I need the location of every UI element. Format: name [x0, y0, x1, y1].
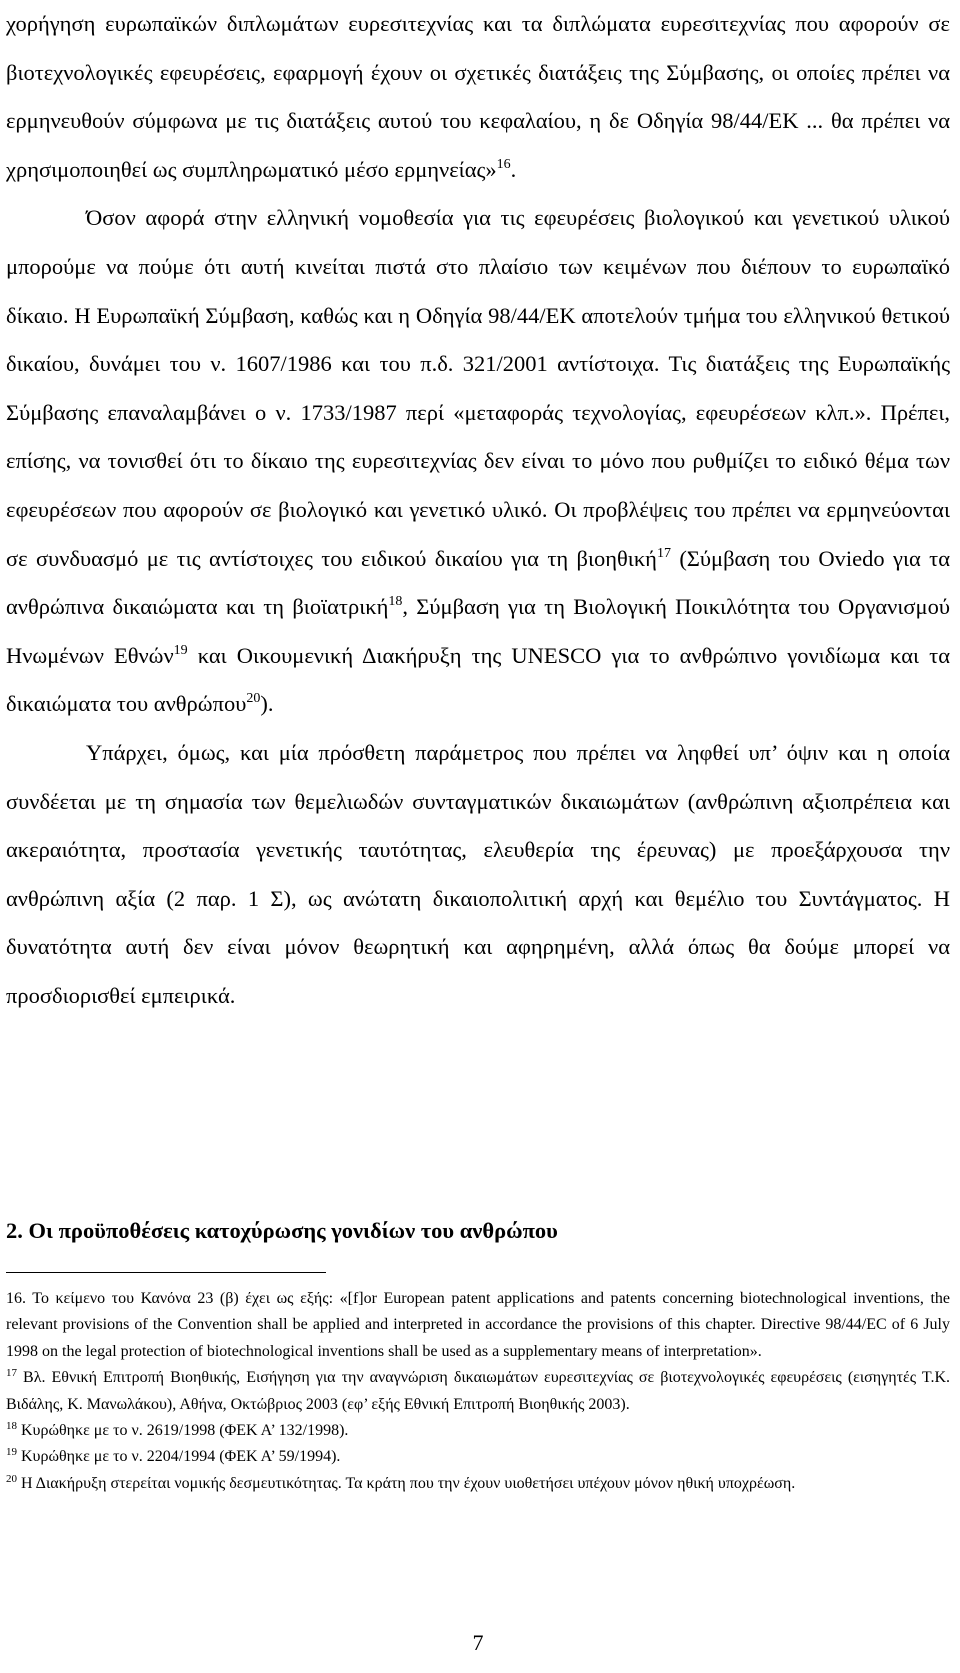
footnote-18: [6, 1418, 950, 1444]
paragraph-2-text: Υπάρχει, όμως, και μία πρόσθετη παράμετρος που πρέπει να ληφθεί υπ’ όψιν και η οποία συνδέεται με τη σημασία των θεμελιωδών συνταγματικών δικαιωμάτων (ανθρώπινη αξιοπρέπεια και ακεραιότητα, προστασία γενετικής ταυτότητας, ελευθερία της έρευνας) με προεξάρχουσα την ανθρώπινη αξία (2 παρ. 1 Σ), ως ανώτατη δικαιοπολιτική αρχή και θεμέλιο του Συντάγματος. Η δυνατότητα αυτή δεν είναι μόνον θεωρητική και αφηρημένη, αλλά όπως θα δούμε μπορεί να προσδιορισθεί εμπειρικά.: [6, 739, 950, 1008]
footnote-text: Βλ. Εθνική Επιτροπή Βιοηθικής, Εισήγηση για την αναγνώριση δικαιωμάτων ευρεσιτεχνίας σε βιοτεχνολογικές εφευρέσεις (εισηγητές Τ.Κ. Βιδάλης, Κ. Μανωλάκου), Αθήνα, Οκτώβριος 2003 (εφ’ εξής Εθνική Επιτροπή Βιοηθικής 2003).: [6, 1369, 950, 1413]
footnote-text: Κυρώθηκε με το ν. 2204/1994 (ΦΕΚ Α’ 59/1994).: [17, 1448, 341, 1466]
page-number: 7: [472, 1630, 484, 1655]
paragraph-1-text-a: χορήγηση ευρωπαϊκών διπλωμάτων ευρεσιτεχνίας και τα διπλώματα ευρεσιτεχνίας που αφορούν σε βιοτεχνολογικές εφευρέσεις, εφαρμογή έχουν οι σχετικές διατάξεις της Σύμβασης, οι οποίες πρέπει να ερμηνευθούν σύμφωνα με τις διατάξεις αυτού του κεφαλαίου, η δε Οδηγία 98/44/ΕΚ ... θα πρέπει να χρησιμοποιηθεί ως συμπληρωματικό μέσο ερμηνείας»: [6, 11, 950, 182]
paragraph-1-text-e: , Σύμβαση για τη Βιολογική Ποικιλότητα του Οργανισμού Ηνωμένων Εθνών: [6, 594, 950, 668]
footnote-text: Το κείμενο του Κανόνα 23 (β) έχει ως εξής: «[f]or European patent applications and patents concerning biotechnological inventions, the relevant provisions of the Convention shall be applied and interpreted in accordance the provisions of this chapter. Directive 98/44/EC of 6 July 1998 on the legal protection of biotechnological inventions shall be used as a supplementary means of interpretation».: [6, 1290, 950, 1360]
footnote-mark: 16.: [6, 1290, 26, 1307]
footnote-mark: 18: [6, 1420, 17, 1433]
footnote-ref-19[interactable]: 19: [173, 642, 188, 658]
paragraph-1: [6, 0, 950, 729]
document-page: [6, 0, 950, 1655]
footnote-ref-18[interactable]: 18: [388, 594, 403, 610]
paragraph-1-text-c: Όσον αφορά στην ελληνική νομοθεσία για τις εφευρέσεις βιολογικού και γενετικού υλικού μπορούμε να πούμε ότι αυτή κινείται πιστά στο πλαίσιο των κειμένων που διέπουν το ευρωπαϊκό δίκαιο. Η Ευρωπαϊκή Σύμβαση, καθώς και η Οδηγία 98/44/ΕΚ αποτελούν τμήμα του ελληνικού θετικού δικαίου, δυνάμει του ν. 1607/1986 και του π.δ. 321/2001 αντίστοιχα. Τις διατάξεις της Ευρωπαϊκής Σύμβασης επαναλαμβάνει ο ν. 1733/1987 περί «μεταφοράς τεχνολογίας, εφευρέσεων κλπ.». Πρέπει, επίσης, να τονισθεί ότι το δίκαιο της ευρεσιτεχνίας δεν είναι το μόνο που ρυθμίζει το ειδικό θέμα των εφευρέσεων που αφορούν σε βιολογικό και γενετικό υλικό. Οι προβλέψεις του πρέπει να ερμηνεύονται σε συνδυασμό με τις αντίστοιχες του ειδικού δικαίου για τη βιοηθική: [6, 205, 950, 571]
footnote-ref-16[interactable]: 16: [496, 156, 511, 172]
paragraph-1-text-f: και Οικουμενική Διακήρυξη της UNESCO για το ανθρώπινο γονιδίωμα και τα δικαιώματα του ανθρώπου: [6, 642, 950, 717]
paragraph-2: [6, 729, 950, 1021]
paragraph-1-text-b: .: [510, 156, 517, 182]
footnote-16: [6, 1286, 950, 1365]
paragraph-1-text-g: ).: [260, 691, 274, 717]
footnote-ref-20[interactable]: 20: [246, 691, 261, 707]
footnote-mark: 17: [6, 1367, 17, 1380]
footnote-19: [6, 1444, 950, 1470]
footnotes: [6, 1286, 950, 1497]
footnote-ref-17[interactable]: 17: [656, 545, 671, 561]
footnote-mark: 19: [6, 1446, 17, 1459]
section-heading: 2. Οι προϋποθέσεις κατοχύρωσης γονιδίων του ανθρώπου: [6, 1218, 558, 1243]
footnote-17: [6, 1365, 950, 1418]
footnote-mark: 20: [6, 1472, 17, 1485]
footnote-separator: [6, 1272, 326, 1273]
footnote-text: Η Διακήρυξη στερείται νομικής δεσμευτικότητας. Τα κράτη που την έχουν υιοθετήσει υπέχουν μόνον ηθική υποχρέωση.: [17, 1474, 796, 1492]
footnote-20: [6, 1471, 950, 1497]
paragraph-1-text-d: (Σύμβαση του Oviedo για τα ανθρώπινα δικαιώματα και τη βιοϊατρική: [6, 545, 950, 620]
footnote-text: Κυρώθηκε με το ν. 2619/1998 (ΦΕΚ Α’ 132/1998).: [17, 1422, 349, 1440]
